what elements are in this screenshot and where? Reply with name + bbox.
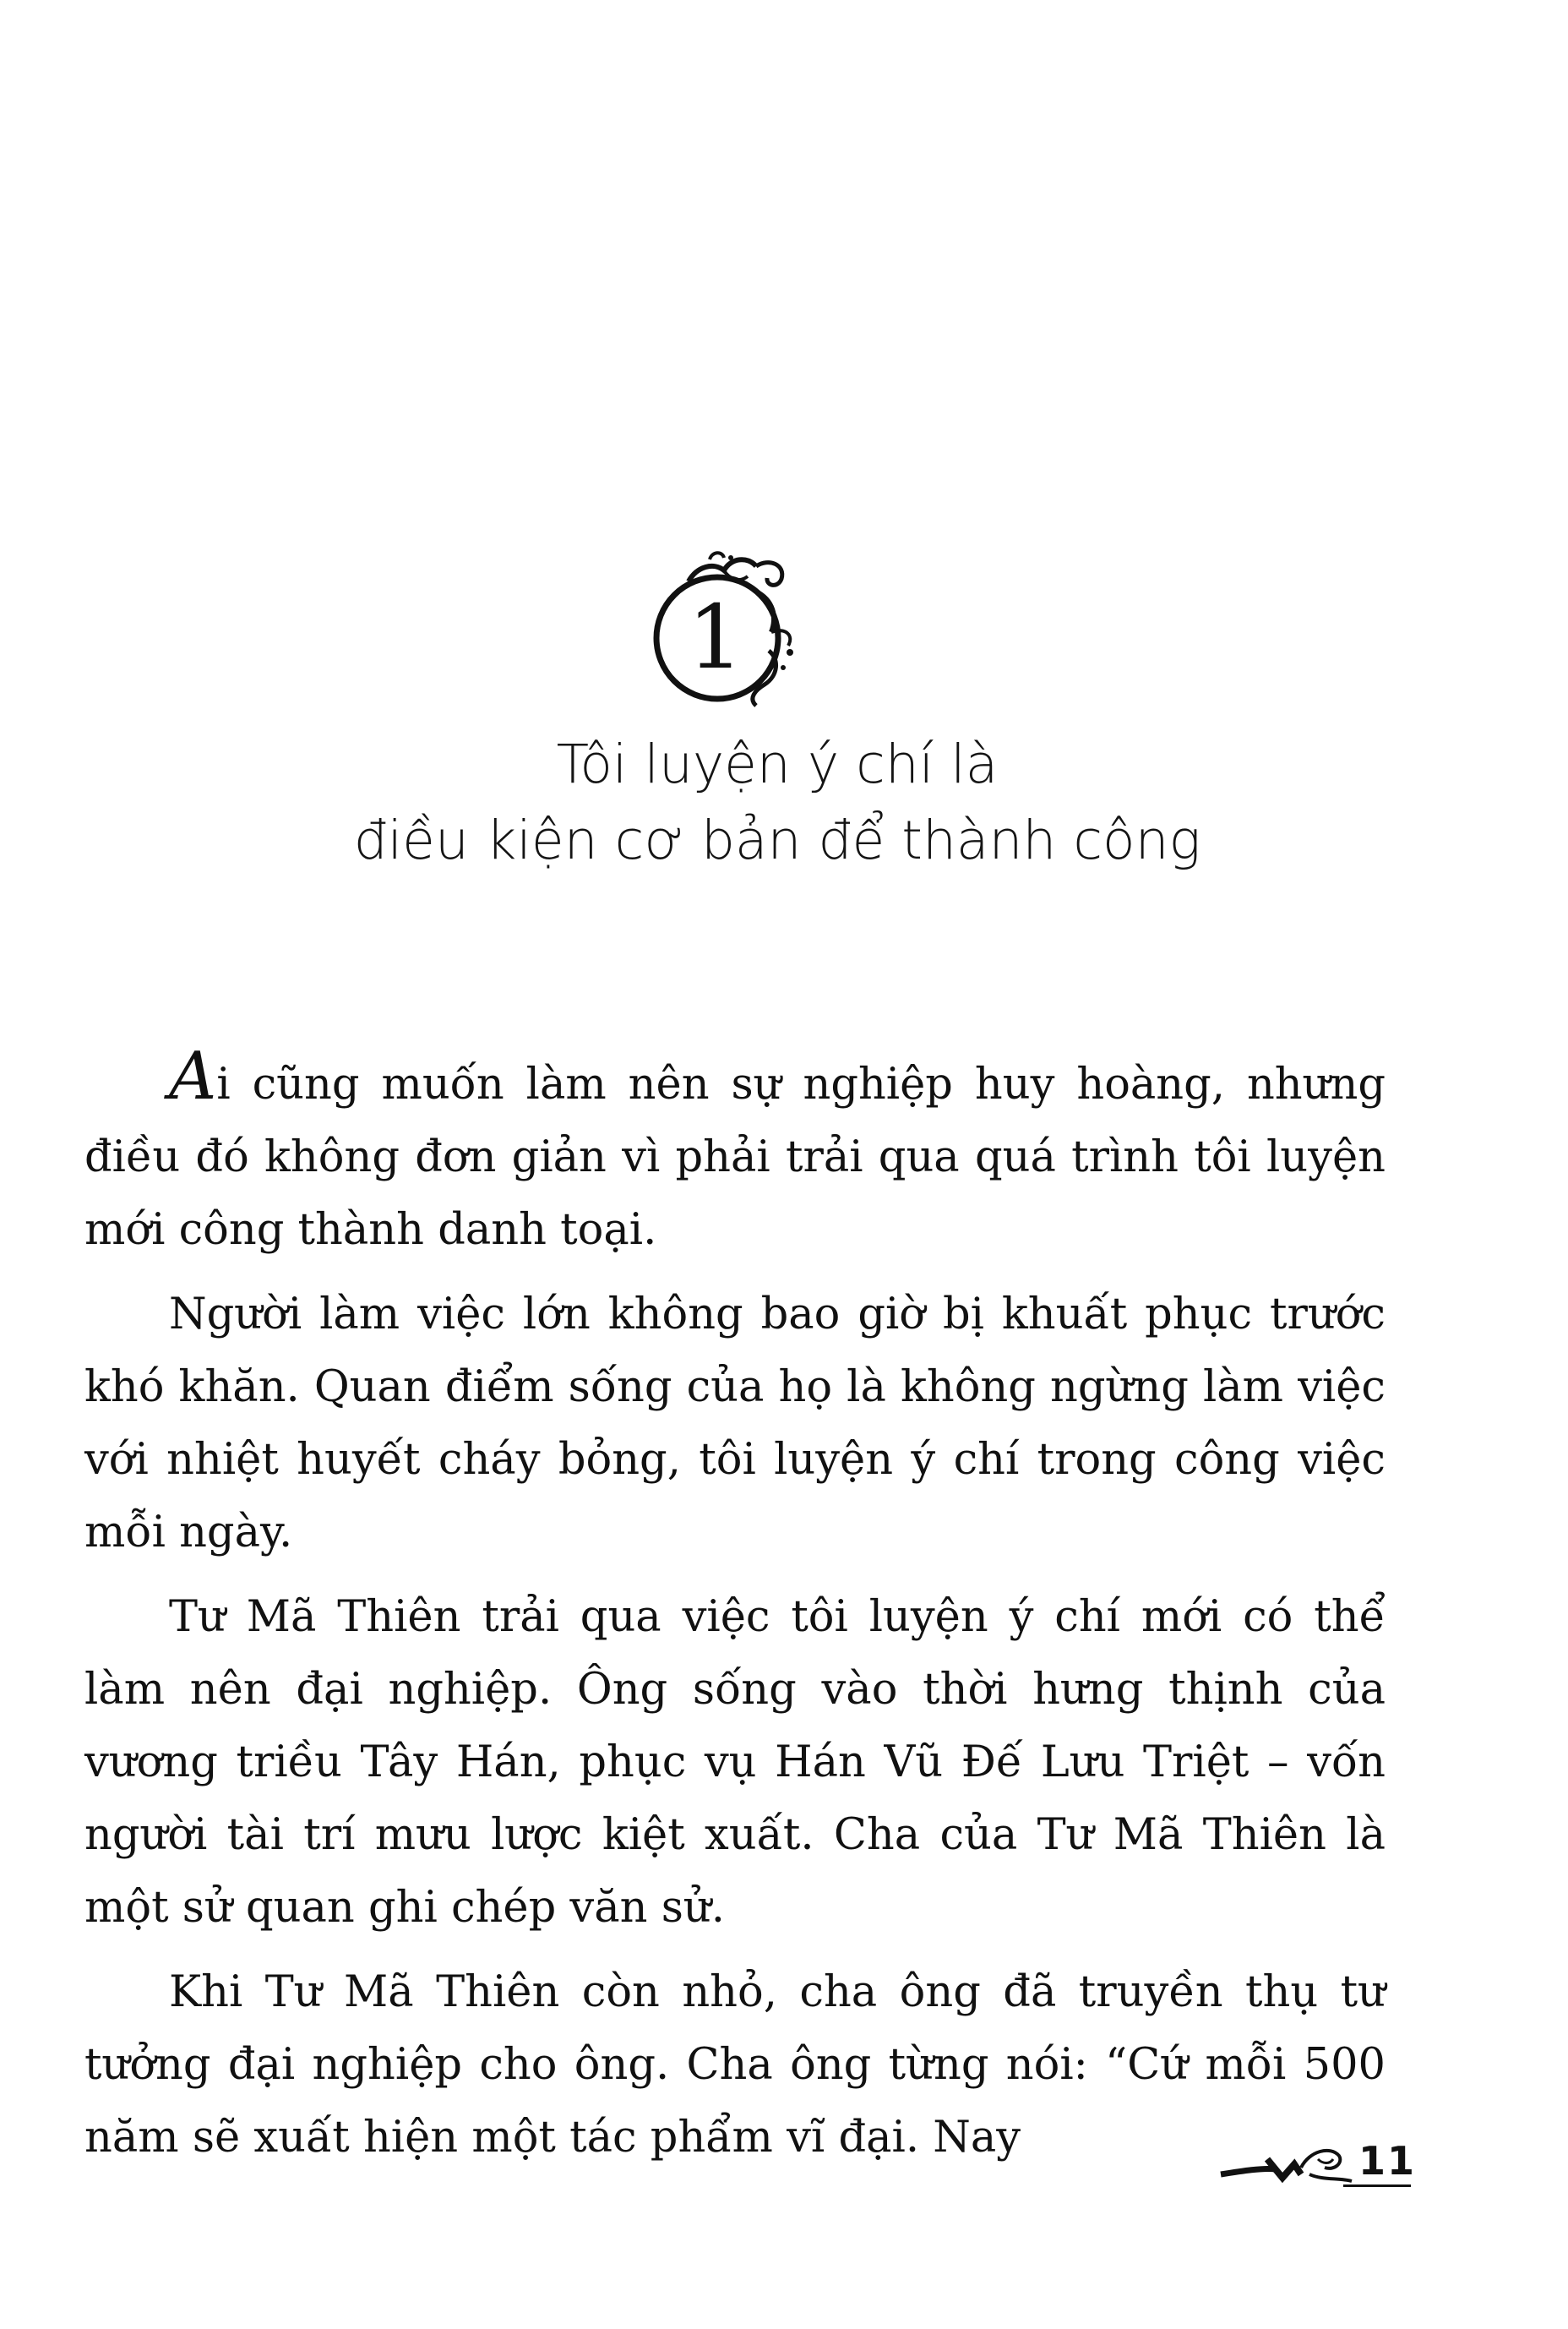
footer-ornament-icon	[1217, 2134, 1360, 2193]
chapter-title	[127, 727, 1428, 879]
paragraph-1	[84, 1039, 1386, 1267]
page-number-rule	[1343, 2184, 1411, 2187]
body-text	[84, 1039, 1386, 2186]
paragraph-3: Tư Mã Thiên trải qua việc tôi luyện ý chí mới có thể làm nên đại nghiệp. Ông sống vào thời hưng thịnh của vương triều Tây Hán, phục vụ Hán Vũ Đế Lưu Triệt – vốn người tài trí mưu lược kiệt xuất. Cha của Tư Mã Thiên là một sử quan ghi chép văn sử.	[84, 1592, 1386, 1933]
chapter-title-line-1: Tôi luyện ý chí là	[556, 734, 999, 795]
paragraph-2: Người làm việc lớn không bao giờ bị khuất phục trước khó khăn. Quan điểm sống của họ là không ngừng làm việc với nhiệt huyết cháy bỏng, tôi luyện ý chí trong công việc mỗi ngày.	[84, 1290, 1386, 1557]
chapter-number: 1	[687, 586, 744, 689]
paragraph-1-text: i cũng muốn làm nên sự nghiệp huy hoàng, nhưng điều đó không đơn giản vì phải trải qua quá trình tôi luyện mới công thành danh toại.	[84, 1060, 1386, 1255]
drop-cap: A	[169, 1039, 217, 1115]
page-number: 11	[1358, 2138, 1417, 2184]
paragraph-4: Khi Tư Mã Thiên còn nhỏ, cha ông đã truyền thụ tư tưởng đại nghiệp cho ông. Cha ông từng nói: “Cứ mỗi 500 năm sẽ xuất hiện một tác phẩm vĩ đại. Nay	[84, 1967, 1386, 2163]
chapter-title-line-2: điều kiện cơ bản để thành công	[353, 810, 1201, 871]
